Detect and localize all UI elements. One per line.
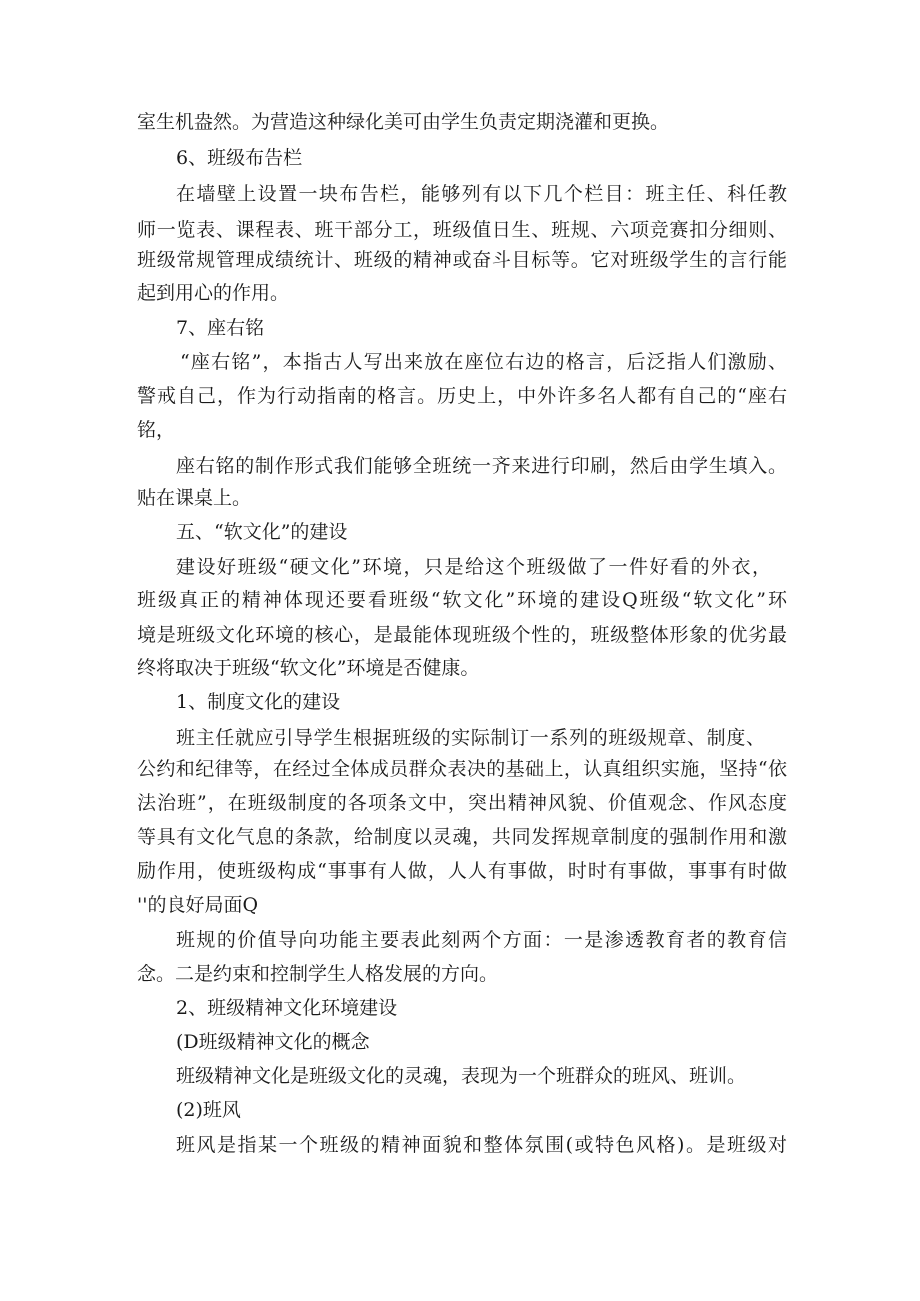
text-line: 室生机盎然。为营造这种绿化美可由学生负责定期浇灌和更换。	[137, 111, 670, 133]
text-line: 班规的价值导向功能主要表此刻两个方面：一是渗透教育者的教育信	[176, 929, 787, 951]
text-line: 班级真正的精神体现还要看班级“软文化”环境的建设Q班级“软文化”环	[137, 589, 787, 611]
text-line: 等具有文化气息的条款，给制度以灵魂，共同发挥规章制度的强制作用和激	[137, 826, 787, 848]
text-line: “座右铭”，本指古人写出来放在座位右边的格言，后泛指人们激励、	[180, 351, 787, 373]
text-line: 师一览表、课程表、班干部分工，班级值日生、班规、六项竞赛扣分细则、	[137, 219, 787, 241]
text-line: 贴在课桌上。	[137, 487, 252, 509]
text-line: 励作用，使班级构成“事事有人做，人人有事做，时时有事做，事事有时做	[137, 860, 787, 882]
text-line: 建设好班级“硬文化”环境，只是给这个班级做了一件好看的外衣，	[176, 556, 771, 578]
section-heading: 1、制度文化的建设	[176, 691, 341, 713]
text-line: 警戒自己，作为行动指南的格言。历史上，中外许多名人都有自己的“座右	[137, 385, 787, 407]
text-line: 起到用心的作用。	[137, 282, 290, 304]
text-line: 在墙壁上设置一块布告栏，能够列有以下几个栏目：班主任、科任教	[176, 183, 787, 205]
section-heading: 7、座右铭	[176, 317, 265, 339]
text-line: 班主任就应引导学生根据班级的实际制订一系列的班级规章、制度、	[176, 727, 765, 749]
subsection-heading: (2)班风	[176, 1099, 241, 1121]
subsection-heading: (D班级精神文化的概念	[176, 1031, 370, 1053]
text-line: 座右铭的制作形式我们能够全班统一齐来进行印刷，然后由学生填入。	[176, 455, 787, 477]
text-line: 终将取决于班级“软文化”环境是否健康。	[137, 657, 480, 679]
text-line: ''的良好局面Q	[137, 894, 259, 916]
text-line: 念。二是约束和控制学生人格发展的方向。	[137, 963, 499, 985]
text-line: 班级常规管理成绩统计、班级的精神或奋斗目标等。它对班级学生的言行能	[137, 249, 787, 271]
section-heading: 五、“软文化”的建设	[176, 521, 348, 543]
text-line: 班级精神文化是班级文化的灵魂，表现为一个班群众的班风、班训。	[176, 1065, 747, 1087]
text-line: 法治班”，在班级制度的各项条文中，突出精神风貌、价值观念、作风态度	[137, 792, 787, 814]
text-line: 铭，	[137, 419, 176, 441]
section-heading: 2、班级精神文化环境建设	[176, 997, 398, 1019]
text-line: 公约和纪律等，在经过全体成员群众表决的基础上，认真组织实施，坚持“依	[137, 758, 787, 780]
text-line: 班风是指某一个班级的精神面貌和整体氛围(或特色风格)。是班级对	[176, 1134, 787, 1156]
section-heading: 6、班级布告栏	[176, 147, 303, 169]
text-line: 境是班级文化环境的核心，是最能体现班级个性的，班级整体形象的优劣最	[137, 624, 787, 646]
